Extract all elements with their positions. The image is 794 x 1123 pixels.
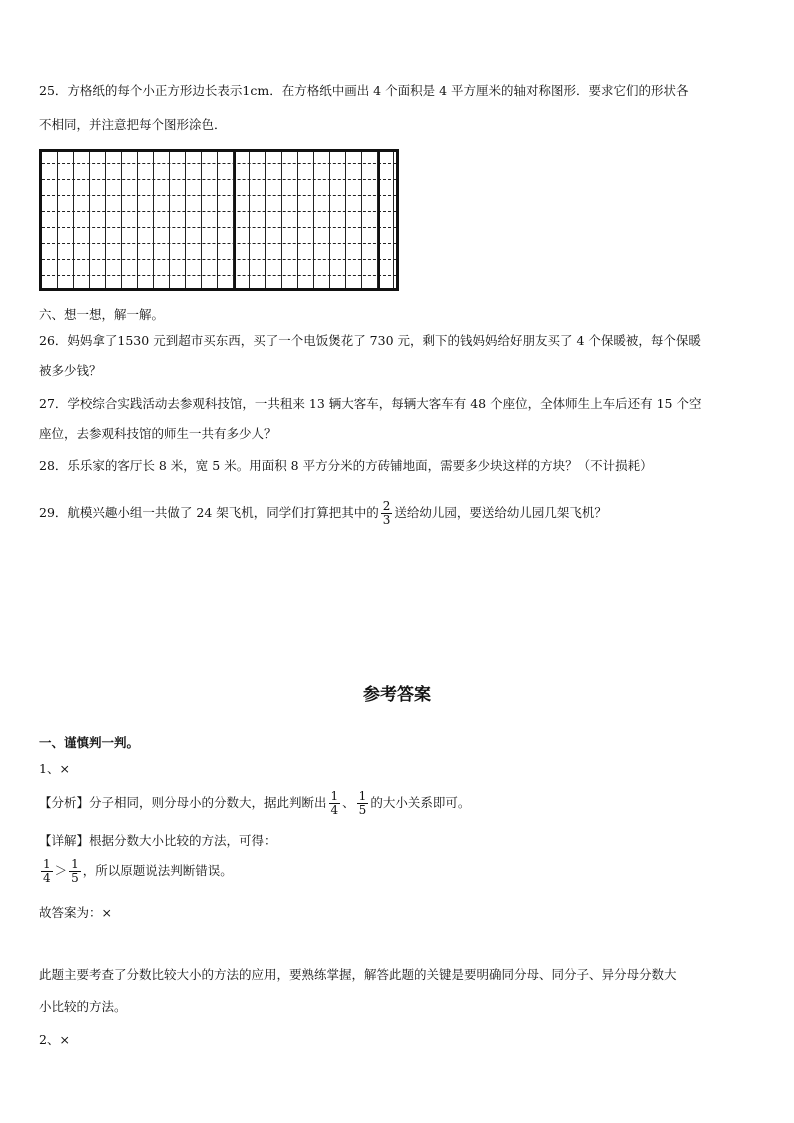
- q27-line1: 27．学校综合实践活动去参观科技馆，一共租来 13 辆大客车，每辆大客车有 48 个座位，全体师生上车后还有 15 个空: [39, 396, 702, 411]
- answer-1-comparison: $\frac{1}{4}$ ＞ $\frac{1}{5}$ ，所以原题说法判断错误。: [43, 857, 233, 885]
- q26-line1: 26．妈妈拿了1530 元到超市买东西，买了一个电饭煲花了 730 元，剩下的钱妈妈给好朋友买了 4 个保暖被，每个保暖: [39, 333, 701, 348]
- q28-text: 28．乐乐家的客厅长 8 米，宽 5 米。用面积 8 平方分米的方砖铺地面，需要多少块这样的方块？（不计损耗）: [39, 458, 653, 473]
- answer-1-summary-line2: 小比较的方法。: [39, 999, 127, 1014]
- q29-text: [39, 500, 607, 527]
- answers-title: 参考答案: [363, 685, 431, 705]
- answer-1-summary-line1: 此题主要考查了分数比较大小的方法的应用，要熟练掌握，解答此题的关键是要明确同分母、同分子、异分母分数大: [39, 967, 677, 982]
- answer-2-label: 2、×: [39, 1032, 70, 1047]
- fraction-1-5: $\frac{1}{5}$: [71, 857, 79, 885]
- q25-line1: 25．方格纸的每个小正方形边长表示1cm．在方格纸中画出 4 个面积是 4 平方厘米的轴对称图形．要求它们的形状各: [39, 83, 689, 98]
- answer-1-analysis: 【分析】分子相同，则分母小的分数大，据此判断出 $\frac{1}{4}$ 、 $\frac{1}{5}$ 的大小关系即可。: [39, 789, 471, 817]
- answer-1-label: 1、×: [39, 761, 70, 776]
- q29-after: 送给幼儿园，要送给幼儿园几架飞机？: [394, 505, 607, 520]
- q26-line2: 被多少钱？: [39, 363, 102, 378]
- answer-1-detail: 【详解】根据分数大小比较的方法，可得：: [39, 833, 277, 848]
- section6-heading: 六、想一想，解一解。: [39, 307, 165, 322]
- grid-paper: [39, 149, 399, 291]
- fraction-1-5: $\frac{1}{5}$: [358, 789, 367, 817]
- q27-line2: 座位，去参观科技馆的师生一共有多少人？: [39, 426, 277, 441]
- q29-fraction: $\frac{2}{3}$: [382, 499, 391, 527]
- answer-1-result: 故答案为：×: [39, 905, 112, 920]
- fraction-1-4: $\frac{1}{4}$: [43, 857, 51, 885]
- q29-before: 29．航模兴趣小组一共做了 24 架飞机，同学们打算把其中的: [39, 505, 379, 520]
- fraction-1-4: $\frac{1}{4}$: [330, 789, 339, 817]
- q25-line2: 不相同，并注意把每个图形涂色．: [39, 117, 227, 132]
- section1-heading: 一、谨慎判一判。: [39, 735, 140, 750]
